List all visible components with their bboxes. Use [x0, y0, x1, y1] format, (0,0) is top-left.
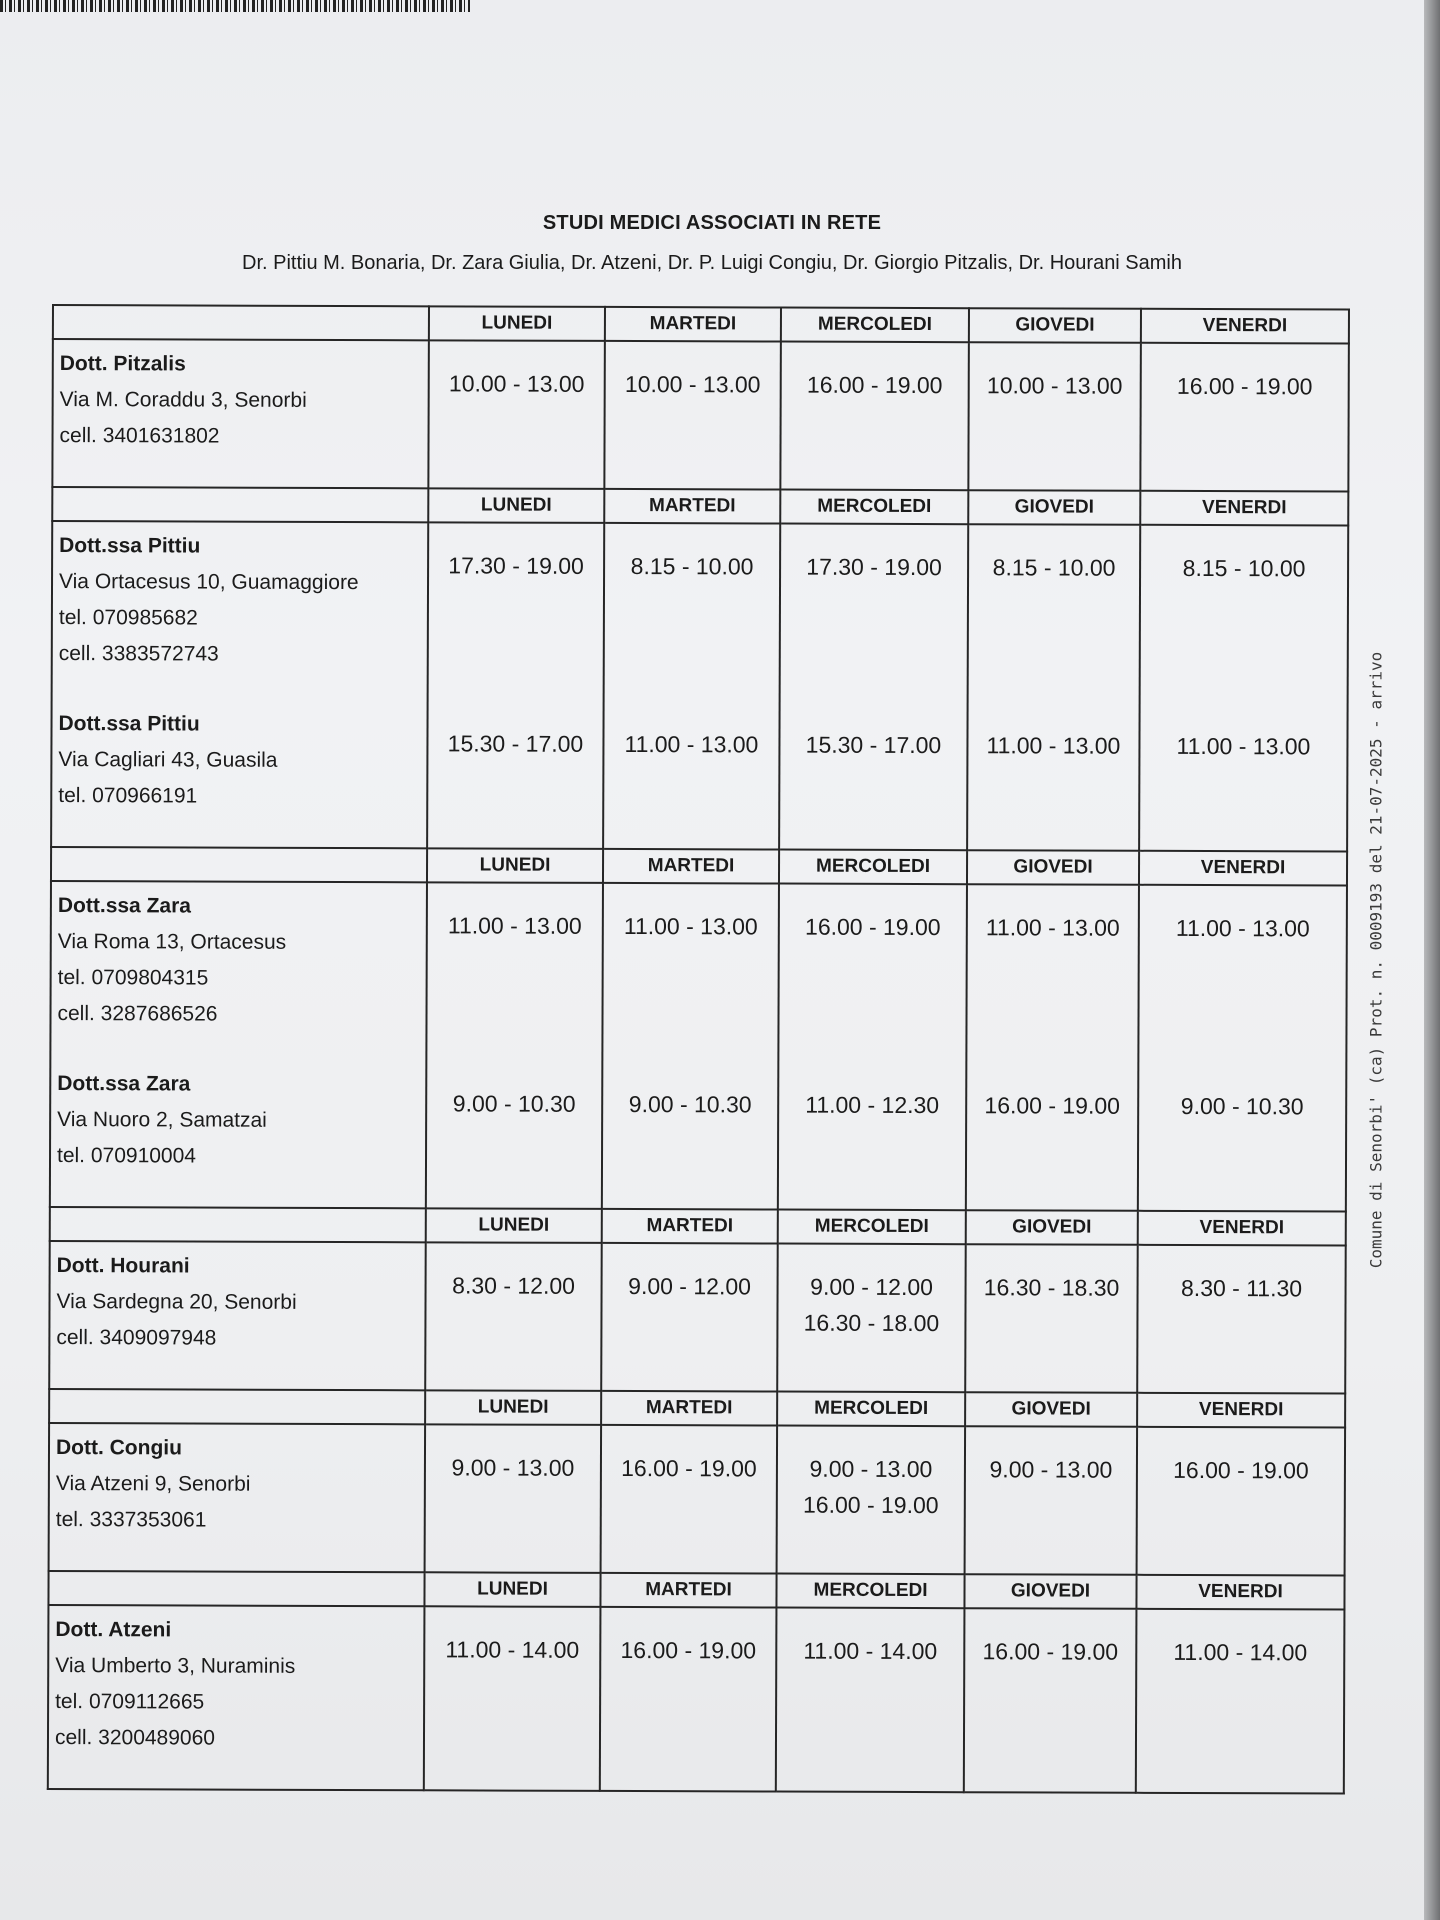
- opening-hours: [1139, 1270, 1345, 1307]
- header-day-tuesday: MARTEDI: [600, 1573, 776, 1608]
- header-blank-cell: [51, 847, 427, 882]
- time-range: 17.30 - 19.00: [806, 553, 942, 581]
- hours-cell-day-thursday: [968, 342, 1141, 491]
- time-range: 10.00 - 13.00: [624, 371, 761, 398]
- time-range: 9.00 - 12.00: [810, 1273, 933, 1301]
- doctor-info-cell: [50, 881, 427, 1208]
- time-range: 11.00 - 13.00: [1175, 914, 1310, 942]
- header-blank-cell: [53, 305, 429, 340]
- time-range: 8.30 - 12.00: [452, 1272, 575, 1299]
- opening-hours: [967, 1269, 1137, 1306]
- days-header-row: [49, 1389, 1345, 1428]
- doctor-name: Dott. Pitzalis: [59, 352, 186, 376]
- header-day-tuesday: MARTEDI: [602, 1209, 778, 1244]
- time-range: 8.15 - 10.00: [630, 553, 754, 580]
- opening-hours: [430, 365, 604, 402]
- office-row: [49, 1423, 1346, 1576]
- doctor-block: [59, 346, 427, 455]
- doctor-name: Dott. Congiu: [55, 1436, 183, 1460]
- time-range: 16.00 - 19.00: [621, 1454, 757, 1482]
- doctor-info-cell: [52, 339, 429, 488]
- opening-hours: [604, 908, 778, 945]
- opening-hours: [969, 549, 1139, 586]
- doctor-contact-line: tel. 070910004: [56, 1144, 197, 1168]
- office-row: [51, 521, 1348, 852]
- time-range: 16.00 - 19.00: [805, 913, 941, 941]
- doctor-block: [57, 1066, 425, 1175]
- header-blank-cell: [50, 1207, 426, 1242]
- header-day-friday: VENERDI: [1138, 1211, 1346, 1246]
- document-subtitle: Dr. Pittiu M. Bonaria, Dr. Zara Giulia, Dr. Atzeni, Dr. P. Luigi Congiu, Dr. Giorgio Pitzalis, Dr. Hourani Samih: [242, 252, 1182, 274]
- time-range: 11.00 - 14.00: [803, 1637, 938, 1665]
- opening-hours: [967, 1087, 1137, 1124]
- header-day-tuesday: MARTEDI: [605, 307, 781, 342]
- header-day-wednesday: MERCOLEDI: [780, 490, 968, 525]
- doctor-contact-line: cell. 3401631802: [59, 424, 220, 448]
- time-range: 11.00 - 13.00: [623, 913, 758, 940]
- time-range: 16.00 - 19.00: [620, 1636, 757, 1664]
- header-day-friday: VENERDI: [1136, 1575, 1344, 1610]
- hours-cell-day-wednesday: [780, 342, 969, 491]
- hours-cell-day-friday: [1137, 1427, 1346, 1576]
- doctor-contact-line: Via Nuoro 2, Samatzai: [57, 1108, 267, 1132]
- time-range: 16.00 - 19.00: [806, 371, 943, 399]
- doctor-name: Dott.ssa Zara: [57, 894, 191, 918]
- time-range: 11.00 - 13.00: [985, 914, 1120, 941]
- doctor-contact-line: Via Umberto 3, Nuraminis: [55, 1654, 296, 1678]
- time-range: 11.00 - 12.30: [805, 1091, 940, 1119]
- hours-cell-day-monday: [428, 340, 605, 489]
- opening-hours: [1138, 1452, 1344, 1489]
- doctor-contact-line: cell. 3200489060: [54, 1726, 216, 1750]
- opening-hours: [780, 727, 966, 764]
- time-range: 16.00 - 19.00: [1173, 1456, 1309, 1484]
- header-day-wednesday: MERCOLEDI: [776, 1574, 964, 1609]
- doctor-info-cell: [48, 1605, 425, 1790]
- opening-hours: [428, 907, 602, 944]
- time-range: 9.00 - 13.00: [809, 1455, 933, 1483]
- doctor-contact-line: Via Sardegna 20, Senorbi: [56, 1290, 297, 1314]
- header-day-friday: VENERDI: [1140, 491, 1348, 526]
- time-range: 15.30 - 17.00: [805, 731, 942, 759]
- header-day-thursday: GIOVEDI: [967, 850, 1139, 885]
- time-range: 11.00 - 14.00: [445, 1636, 580, 1663]
- header-day-monday: LUNEDI: [424, 1572, 600, 1607]
- hours-cell-day-thursday: [966, 884, 1139, 1211]
- time-range: 17.30 - 19.00: [448, 552, 584, 579]
- time-range: 9.00 - 13.00: [989, 1456, 1113, 1483]
- header-blank-cell: [48, 1571, 424, 1606]
- office-row: [48, 1605, 1345, 1794]
- opening-hours: [1140, 910, 1346, 947]
- time-range: 9.00 - 10.30: [452, 1090, 576, 1117]
- time-range: 11.00 - 14.00: [1173, 1638, 1308, 1666]
- hours-cell-day-tuesday: [600, 1607, 777, 1792]
- opening-hours: [781, 549, 967, 586]
- header-day-friday: VENERDI: [1141, 309, 1349, 344]
- doctor-name: Dott.ssa Pittiu: [58, 712, 200, 736]
- header-day-friday: VENERDI: [1137, 1393, 1345, 1428]
- hours-cell-day-friday: [1136, 1609, 1345, 1794]
- opening-hours: [1142, 368, 1348, 405]
- opening-hours: [968, 727, 1138, 764]
- doctor-contact-line: tel. 070985682: [58, 606, 198, 630]
- header-day-wednesday: MERCOLEDI: [781, 308, 969, 343]
- doctor-block: [56, 1430, 424, 1539]
- opening-hours: [427, 1085, 601, 1122]
- time-range: 16.00 - 19.00: [1176, 372, 1313, 400]
- opening-hours: [427, 1267, 601, 1304]
- doctor-contact-line: Via Ortacesus 10, Guamaggiore: [58, 570, 359, 595]
- header-blank-cell: [49, 1389, 425, 1424]
- header-day-monday: LUNEDI: [429, 306, 605, 341]
- opening-hours: [1140, 728, 1346, 765]
- header-day-tuesday: MARTEDI: [604, 489, 780, 524]
- days-header-row: [52, 487, 1348, 526]
- opening-hours: [603, 1086, 777, 1123]
- doctor-info-cell: [49, 1423, 426, 1572]
- doctor-contact-line: tel. 0709804315: [57, 966, 209, 990]
- doctor-contact-line: cell. 3409097948: [56, 1326, 217, 1350]
- time-range: 16.00 - 19.00: [984, 1092, 1121, 1119]
- office-row: [50, 881, 1347, 1212]
- doctor-name: Dott.ssa Zara: [57, 1072, 191, 1096]
- doctor-block: [56, 1248, 424, 1357]
- document-title: STUDI MEDICI ASSOCIATI IN RETE: [542, 212, 882, 234]
- doctor-contact-line: tel. 0709112665: [55, 1690, 205, 1714]
- hours-cell-day-monday: [426, 882, 603, 1209]
- opening-hours: [425, 1631, 599, 1668]
- days-header-row: [53, 305, 1349, 344]
- barcode-strip: [0, 0, 470, 12]
- schedule-table: [47, 304, 1350, 1795]
- header-day-friday: VENERDI: [1139, 851, 1347, 886]
- hours-cell-day-wednesday: [776, 1608, 965, 1793]
- doctor-contact-line: Via Roma 13, Ortacesus: [57, 930, 287, 954]
- hours-cell-day-thursday: [964, 1608, 1137, 1793]
- hours-cell-day-friday: [1139, 525, 1348, 852]
- office-row: [49, 1241, 1346, 1394]
- doctor-info-cell: [51, 521, 428, 848]
- opening-hours: [426, 1449, 600, 1486]
- opening-hours: [966, 1451, 1136, 1488]
- header-day-tuesday: MARTEDI: [601, 1391, 777, 1426]
- opening-hours: [601, 1632, 775, 1669]
- doctor-contact-line: cell. 3287686526: [57, 1002, 218, 1026]
- doctor-name: Dott. Hourani: [56, 1254, 190, 1278]
- opening-hours: [782, 367, 968, 404]
- doctor-contact-line: Via Cagliari 43, Guasila: [58, 748, 278, 772]
- hours-cell-day-tuesday: [604, 341, 781, 490]
- doctor-contact-line: cell. 3383572743: [58, 642, 219, 666]
- opening-hours: [965, 1633, 1135, 1670]
- header-day-monday: LUNEDI: [427, 848, 603, 883]
- hours-cell-day-monday: [424, 1606, 601, 1791]
- hours-cell-day-wednesday: [778, 884, 967, 1211]
- time-range: 11.00 - 13.00: [447, 912, 582, 939]
- hours-cell-day-wednesday: [779, 524, 968, 851]
- doctor-name: Dott. Atzeni: [55, 1618, 172, 1642]
- time-range: 16.00 - 19.00: [802, 1491, 939, 1519]
- time-range: 16.30 - 18.00: [803, 1309, 940, 1337]
- hours-cell-day-thursday: [967, 524, 1140, 851]
- opening-hours: [603, 1268, 777, 1305]
- days-header-row: [50, 1207, 1346, 1246]
- protocol-stamp-text: Comune di Senorbi' (ca) Prot. n. 0009193 del 21-07-2025 - arrivo: [1366, 651, 1386, 1269]
- opening-hours: [970, 367, 1140, 404]
- time-range: 10.00 - 13.00: [448, 370, 585, 397]
- time-range: 9.00 - 10.30: [628, 1091, 752, 1118]
- time-range: 11.00 - 13.00: [624, 731, 759, 758]
- opening-hours: [604, 726, 778, 763]
- header-day-tuesday: MARTEDI: [603, 849, 779, 884]
- opening-hours: [602, 1450, 776, 1487]
- time-range: 8.30 - 11.30: [1180, 1274, 1303, 1302]
- header-day-monday: LUNEDI: [428, 488, 604, 523]
- opening-hours: [780, 909, 966, 946]
- header-day-thursday: GIOVEDI: [969, 308, 1141, 343]
- time-range: 8.15 - 10.00: [992, 554, 1116, 581]
- opening-hours: [779, 1087, 965, 1124]
- opening-hours: [1141, 550, 1347, 587]
- hours-cell-day-friday: [1137, 1245, 1346, 1394]
- doctor-block: [59, 528, 428, 673]
- hours-cell-day-thursday: [965, 1426, 1138, 1575]
- doctor-contact-line: Via M. Coraddu 3, Senorbi: [59, 388, 307, 412]
- doctor-contact-line: Via Atzeni 9, Senorbi: [55, 1472, 251, 1496]
- days-header-row: [51, 847, 1347, 886]
- time-range: 9.00 - 10.30: [1180, 1092, 1304, 1120]
- hours-cell-day-tuesday: [603, 523, 780, 850]
- opening-hours: [428, 725, 602, 762]
- opening-hours: [429, 547, 603, 584]
- hours-cell-day-wednesday: [777, 1244, 966, 1393]
- header-day-thursday: GIOVEDI: [965, 1392, 1137, 1427]
- opening-hours: [778, 1451, 964, 1524]
- doctor-block: [58, 706, 426, 815]
- opening-hours: [1139, 1088, 1345, 1125]
- time-range: 16.30 - 18.30: [983, 1274, 1120, 1301]
- hours-cell-day-thursday: [965, 1244, 1138, 1393]
- header-day-wednesday: MERCOLEDI: [777, 1392, 965, 1427]
- hours-cell-day-friday: [1138, 885, 1347, 1212]
- days-header-row: [48, 1571, 1344, 1610]
- doctor-block: [57, 888, 426, 1033]
- doctor-info-cell: [49, 1241, 426, 1390]
- opening-hours: [778, 1269, 964, 1342]
- hours-cell-day-monday: [425, 1424, 602, 1573]
- header-day-thursday: GIOVEDI: [966, 1210, 1138, 1245]
- header-day-monday: LUNEDI: [425, 1390, 601, 1425]
- time-range: 10.00 - 13.00: [986, 372, 1123, 399]
- header-blank-cell: [52, 487, 428, 522]
- time-range: 15.30 - 17.00: [447, 730, 584, 757]
- doctor-contact-line: tel. 3337353061: [55, 1508, 207, 1532]
- time-range: 8.15 - 10.00: [1182, 554, 1306, 582]
- header-day-thursday: GIOVEDI: [968, 490, 1140, 525]
- opening-hours: [1137, 1634, 1343, 1671]
- time-range: 9.00 - 12.00: [628, 1273, 751, 1300]
- hours-cell-day-tuesday: [601, 1243, 778, 1392]
- hours-cell-day-monday: [427, 522, 604, 849]
- office-row: [52, 339, 1349, 492]
- header-day-thursday: GIOVEDI: [964, 1574, 1136, 1609]
- doctor-contact-line: tel. 070966191: [58, 784, 198, 808]
- hours-cell-day-wednesday: [777, 1426, 966, 1575]
- time-range: 16.00 - 19.00: [982, 1638, 1119, 1665]
- time-range: 9.00 - 13.00: [451, 1454, 575, 1481]
- doctor-block: [55, 1612, 424, 1757]
- opening-hours: [606, 366, 780, 403]
- doctor-name: Dott.ssa Pittiu: [59, 534, 201, 558]
- hours-cell-day-monday: [425, 1242, 602, 1391]
- opening-hours: [605, 548, 779, 585]
- opening-hours: [968, 909, 1138, 946]
- opening-hours: [777, 1633, 963, 1670]
- hours-cell-day-friday: [1140, 343, 1349, 492]
- hours-cell-day-tuesday: [601, 1425, 778, 1574]
- paper-edge: [1424, 0, 1440, 1920]
- header-day-wednesday: MERCOLEDI: [779, 850, 967, 885]
- header-day-wednesday: MERCOLEDI: [778, 1210, 966, 1245]
- time-range: 11.00 - 13.00: [1176, 732, 1311, 760]
- hours-cell-day-tuesday: [602, 883, 779, 1210]
- header-day-monday: LUNEDI: [426, 1208, 602, 1243]
- time-range: 11.00 - 13.00: [986, 732, 1121, 759]
